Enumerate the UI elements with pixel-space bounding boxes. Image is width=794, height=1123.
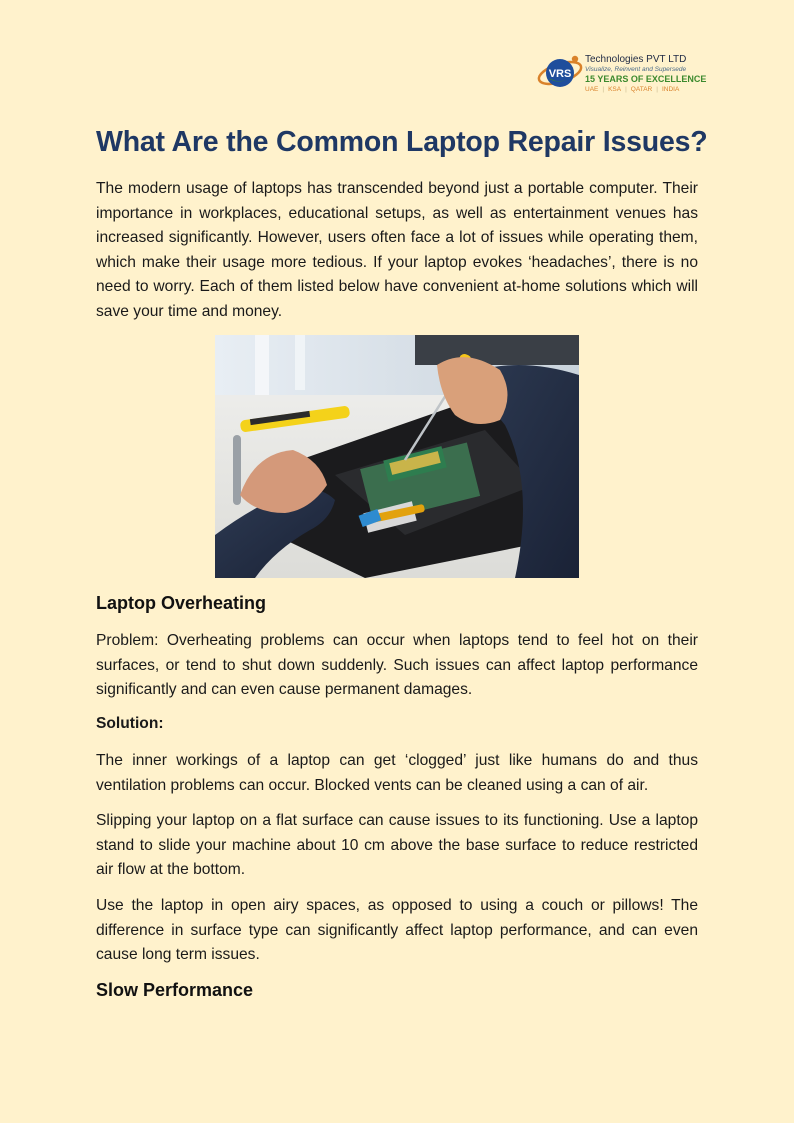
overheating-problem-paragraph: Problem: Overheating problems can occur when laptops tend to feel hot on their surfaces, or tend to shut down suddenly. Such issues can affect laptop performance significantly and can even cause permanent damages.: [96, 632, 698, 699]
vrs-logo-icon: [536, 52, 584, 92]
solution-paragraph-2: Slipping your laptop on a flat surface can cause issues to its functioning. Use a laptop stand to slide your machine about 10 cm above the base surface to reduce restricted air flow at the bottom.: [96, 812, 698, 879]
logo-excellence: 15 YEARS OF EXCELLENCE: [585, 74, 707, 84]
intro-paragraph: The modern usage of laptops has transcended beyond just a portable computer. Their importance in workplaces, educational setups, as well as entertainment venues has increased significantly. However, users often face a lot of issues while operating them, which make their usage more tedious. If your laptop evokes ‘headaches’, there is no need to worry. Each of them listed below have convenient at-home solutions which will save your time and money.: [96, 180, 698, 320]
section-heading-slow-performance: Slow Performance: [96, 980, 254, 1000]
logo-company-name: Technologies PVT LTD: [585, 54, 687, 65]
page-title: What Are the Common Laptop Repair Issues?: [96, 126, 708, 158]
logo-region-uae: UAE: [585, 86, 599, 93]
logo-region-qatar: QATAR: [630, 86, 653, 93]
logo-regions: UAE | KSA | QATAR | INDIA: [585, 86, 680, 93]
solution-paragraph-3: Use the laptop in open airy spaces, as opposed to using a couch or pillows! The difference in surface type can significantly affect laptop performance, and can even cause long term issues.: [96, 897, 698, 964]
company-logo: [536, 50, 706, 100]
logo-mark-text: VRS: [548, 68, 572, 80]
solution-label: Solution:: [96, 715, 164, 732]
laptop-repair-photo: [215, 335, 579, 578]
logo-region-india: INDIA: [661, 86, 680, 93]
logo-tagline: Visualize, Reinvent and Supersede: [585, 66, 687, 73]
section-heading-overheating: Laptop Overheating: [96, 593, 267, 613]
logo-text-block: [585, 54, 706, 95]
logo-region-ksa: KSA: [608, 86, 622, 93]
solution-paragraph-1: The inner workings of a laptop can get ‘clogged’ just like humans do and thus ventilation problems can occur. Blocked vents can be cleaned using a can of air.: [96, 752, 698, 794]
